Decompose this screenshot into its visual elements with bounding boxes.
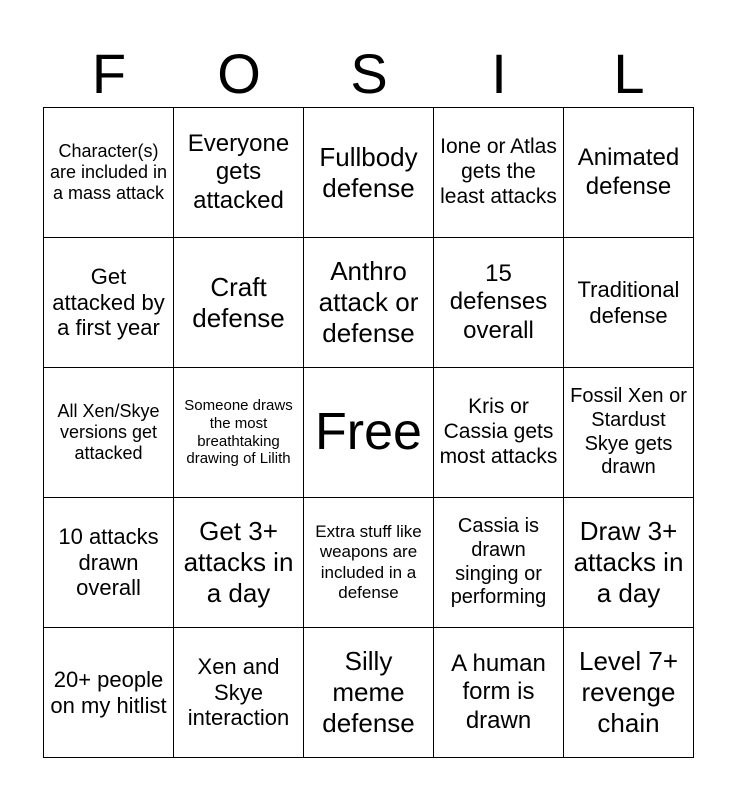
bingo-grid	[43, 107, 694, 758]
bingo-cell[interactable]: Animated defense	[564, 108, 694, 238]
bingo-cell[interactable]: Level 7+ revenge chain	[564, 628, 694, 758]
header-letter-l: L	[613, 42, 645, 105]
bingo-cell[interactable]: 15 defenses overall	[434, 238, 564, 368]
bingo-cell[interactable]: Everyone gets attacked	[174, 108, 304, 238]
bingo-cell[interactable]: Craft defense	[174, 238, 304, 368]
bingo-row	[44, 238, 694, 368]
bingo-cell[interactable]: Get 3+ attacks in a day	[174, 498, 304, 628]
bingo-header	[44, 40, 694, 108]
bingo-cell[interactable]: Someone draws the most breathtaking drawing of Lilith	[174, 368, 304, 498]
bingo-row	[44, 108, 694, 238]
bingo-cell[interactable]: Cassia is drawn singing or performing	[434, 498, 564, 628]
header-letter-s: S	[350, 42, 388, 105]
bingo-row	[44, 368, 694, 498]
bingo-cell[interactable]: Anthro attack or defense	[304, 238, 434, 368]
bingo-cell[interactable]: Extra stuff like weapons are included in a defense	[304, 498, 434, 628]
bingo-row	[44, 498, 694, 628]
bingo-cell[interactable]: Ione or Atlas gets the least attacks	[434, 108, 564, 238]
bingo-cell[interactable]: Kris or Cassia gets most attacks	[434, 368, 564, 498]
bingo-cell[interactable]: Fossil Xen or Stardust Skye gets drawn	[564, 368, 694, 498]
bingo-cell[interactable]: 10 attacks drawn overall	[44, 498, 174, 628]
bingo-cell[interactable]: Get attacked by a first year	[44, 238, 174, 368]
bingo-cell[interactable]: Xen and Skye interaction	[174, 628, 304, 758]
bingo-cell[interactable]: Character(s) are included in a mass attack	[44, 108, 174, 238]
bingo-cell[interactable]: A human form is drawn	[434, 628, 564, 758]
header-letter-f: F	[91, 42, 127, 105]
bingo-cell[interactable]: All Xen/Skye versions get attacked	[44, 368, 174, 498]
bingo-cell[interactable]: Traditional defense	[564, 238, 694, 368]
bingo-cell[interactable]: Silly meme defense	[304, 628, 434, 758]
bingo-cell[interactable]: Fullbody defense	[304, 108, 434, 238]
header-letter-o: O	[217, 42, 261, 105]
bingo-cell[interactable]: Draw 3+ attacks in a day	[564, 498, 694, 628]
free-space-cell[interactable]: Free	[304, 368, 434, 498]
header-letter-i: I	[491, 42, 507, 105]
bingo-cell[interactable]: 20+ people on my hitlist	[44, 628, 174, 758]
bingo-row	[44, 628, 694, 758]
